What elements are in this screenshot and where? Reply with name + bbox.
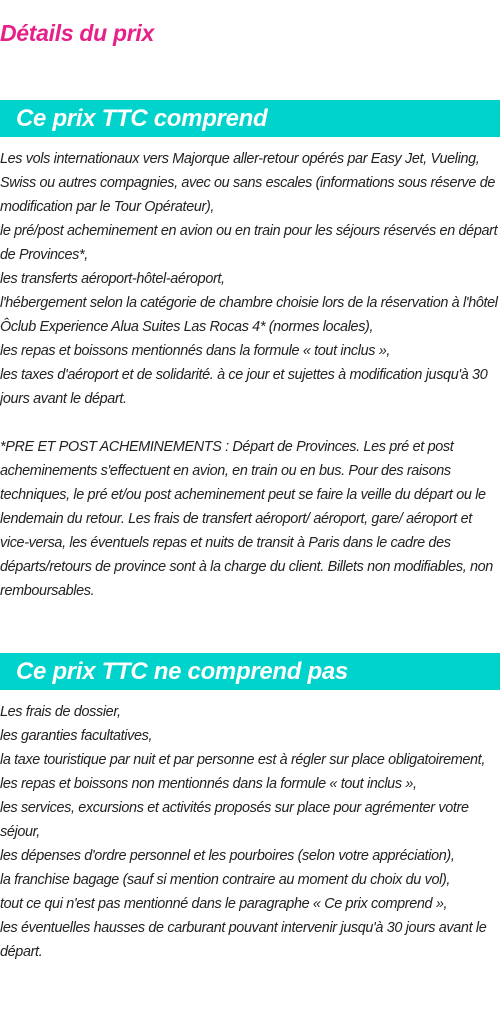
includes-item-flights: Les vols internationaux vers Majorque aller-retour opérés par Easy Jet, Vueling, Swiss ou autres compagnies, avec ou sans escales (informations sous réserve de modification par le Tour Opérateur),	[0, 151, 496, 215]
excludes-item-unmentioned-meals: les repas et boissons non mentionnés dans la formule « tout inclus »,	[0, 776, 417, 792]
excludes-item-optional-insurance: les garanties facultatives,	[0, 728, 153, 744]
excludes-item-baggage: la franchise bagage (sauf si mention contraire au moment du choix du vol),	[0, 872, 451, 888]
pre-post-transport-note	[0, 435, 500, 603]
excludes-item-tourist-tax: la taxe touristique par nuit et par personne est à régler sur place obligatoirement,	[0, 752, 485, 768]
includes-item-pre-post-transport: le pré/post acheminement en avion ou en train pour les séjours réservés en départ de Provinces*,	[0, 223, 498, 263]
includes-item-transfers: les transferts aéroport-hôtel-aéroport,	[0, 271, 225, 287]
excludes-item-personal-expenses: les dépenses d'ordre personnel et les pourboires (selon votre appréciation),	[0, 848, 455, 864]
includes-item-meals: les repas et boissons mentionnés dans la formule « tout inclus »,	[0, 343, 391, 359]
includes-item-taxes: les taxes d'aéroport et de solidarité. à ce jour et sujettes à modification jusqu'à 30 jours avant le départ.	[0, 367, 488, 407]
includes-list	[0, 147, 500, 411]
pre-post-transport-note-text: *PRE ET POST ACHEMINEMENTS : Départ de Provinces. Les pré et post acheminements s'effectuent en avion, en train ou en bus. Pour des raisons techniques, le pré et/ou post acheminement peut se faire la veille du départ ou le lendemain du retour. Les frais de transfert aéroport/ aéroport, gare/ aéroport et vice-versa, les éventuels repas et nuits de transit à Paris dans le cadre des départs/retours de province sont à la charge du client. Billets non modifiables, non remboursables.	[0, 439, 493, 599]
includes-section-header: Ce prix TTC comprend	[0, 100, 500, 137]
excludes-list	[0, 700, 500, 964]
includes-item-accommodation: l'hébergement selon la catégorie de chambre choisie lors de la réservation à l'hôtel Ôclub Experience Alua Suites Las Rocas 4* (normes locales),	[0, 295, 498, 335]
excludes-item-fuel-surcharge: les éventuelles hausses de carburant pouvant intervenir jusqu'à 30 jours avant le départ.	[0, 920, 487, 960]
page-title: Détails du prix	[0, 20, 154, 46]
excludes-item-not-mentioned: tout ce qui n'est pas mentionné dans le paragraphe « Ce prix comprend »,	[0, 896, 448, 912]
excludes-item-booking-fees: Les frais de dossier,	[0, 704, 121, 720]
excludes-section-header: Ce prix TTC ne comprend pas	[0, 653, 500, 690]
excludes-item-excursions: les services, excursions et activités proposés sur place pour agrémenter votre séjour,	[0, 800, 469, 840]
